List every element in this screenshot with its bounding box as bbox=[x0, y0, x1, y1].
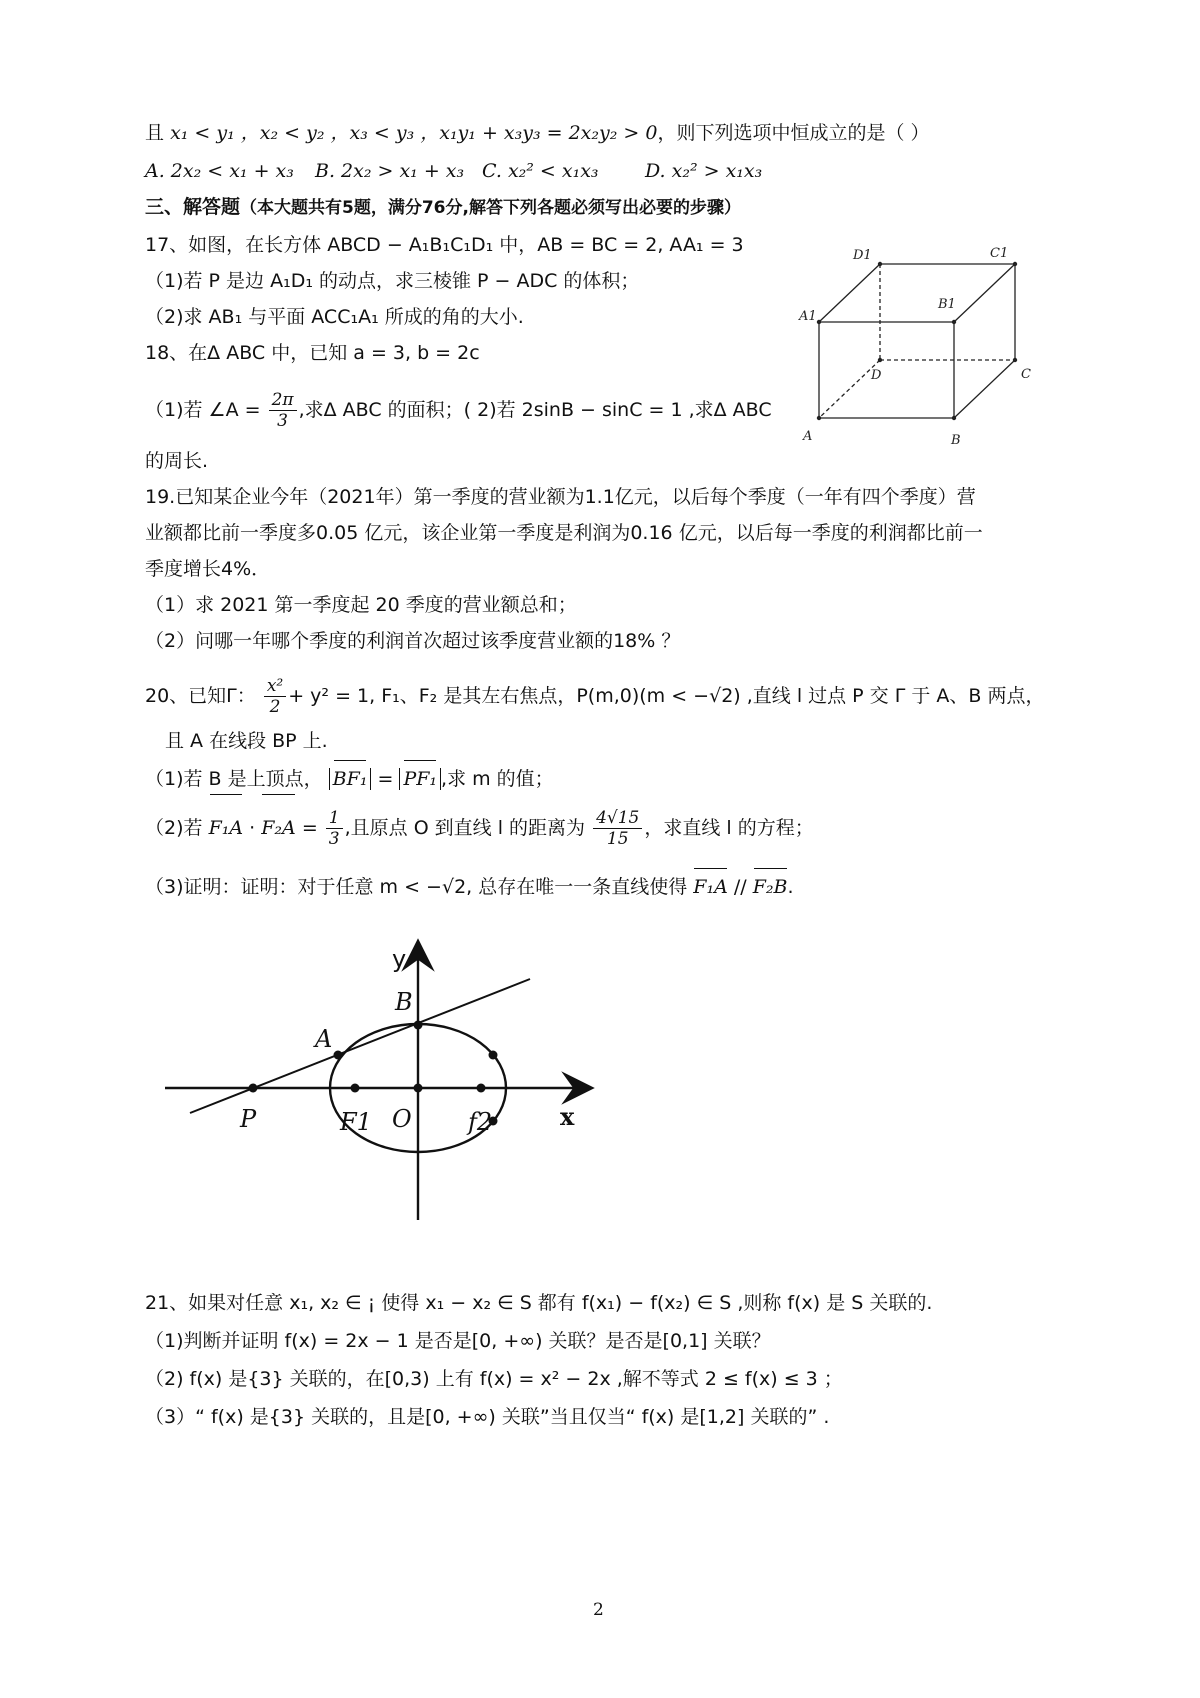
q18-angle-fraction bbox=[269, 390, 297, 431]
q17-part1: （1)若 P 是边 A₁D₁ 的动点，求三棱锥 P − ADC 的体积； bbox=[145, 270, 640, 292]
point-o bbox=[414, 1084, 423, 1093]
point-right bbox=[489, 1051, 498, 1060]
q20-third-num: 1 bbox=[326, 808, 343, 829]
ellipse-figure bbox=[160, 935, 600, 1225]
cuboid-figure bbox=[799, 240, 1070, 455]
q20-line2: 且 A 在线段 BP 上. bbox=[165, 730, 328, 752]
q21-stem: 21、如果对任意 x₁, x₂ ∈ ¡ 使得 x₁ − x₂ ∈ S 都有 f(x₁) − f(x₂) ∈ S ,则称 f(x) 是 S 关联的. bbox=[145, 1292, 933, 1314]
point-a bbox=[334, 1051, 343, 1060]
q20-stem-b: + y² = 1, F₁、F₂ 是其左右焦点，P(m,0)(m < −√2) ,直线 l 过点 P 交 Γ 于 A、B 两点， bbox=[288, 685, 1045, 707]
q20-one-third bbox=[326, 808, 343, 849]
q20-parallel: // bbox=[733, 876, 747, 898]
q20-stem bbox=[145, 668, 1044, 724]
q18-stem: 18、在Δ ABC 中，已知 a = 3, b = 2c bbox=[145, 342, 480, 364]
q20-part2-c: ，求直线 l 的方程； bbox=[644, 817, 814, 839]
q17-stem: 17、如图，在长方体 ABCD − A₁B₁C₁D₁ 中，AB = BC = 2, AA₁ = 3 bbox=[145, 234, 744, 256]
label-b: B bbox=[951, 433, 961, 448]
q18-frac-den: 3 bbox=[277, 411, 288, 431]
label-point-o: O bbox=[392, 1105, 412, 1133]
section-note: （本大题共有5题，满分76分,解答下列各题必须写出必要的步骤） bbox=[240, 198, 741, 218]
point-f1 bbox=[351, 1084, 360, 1093]
q20-part1 bbox=[145, 766, 554, 792]
q16-option-d: D. x₂² > x₁x₃ bbox=[645, 160, 763, 182]
q20-vec-f1a-2: F₁A bbox=[693, 876, 728, 898]
section-heading bbox=[145, 194, 741, 221]
label-point-a: A bbox=[315, 1025, 333, 1053]
q19-line3: 季度增长4%． bbox=[145, 558, 271, 580]
label-point-p: P bbox=[240, 1105, 257, 1133]
q18-part1-c: 的周长. bbox=[145, 450, 209, 472]
label-a: A bbox=[803, 429, 813, 444]
q19-line2: 业额都比前一季度多0.05 亿元，该企业第一季度是利润为0.16 亿元，以后每一季度的利润都比前一 bbox=[145, 522, 983, 544]
q21-part3: （3）“ f(x) 是{3} 关联的，且是[0, +∞) 关联”当且仅当“ f(x) 是[1,2] 关联的” . bbox=[145, 1406, 830, 1428]
q20-distance-fraction bbox=[593, 808, 642, 849]
q19-part2: （2）问哪一年哪个季度的利润首次超过该季度营业额的18% ？ bbox=[145, 630, 681, 652]
q20-vec-f1a: F₁A bbox=[209, 800, 244, 856]
label-point-f1: F1 bbox=[340, 1108, 372, 1136]
point-p bbox=[249, 1084, 258, 1093]
label-point-f2: f2 bbox=[468, 1108, 493, 1136]
q16-stem bbox=[145, 120, 930, 146]
q20-vec-bf1: BF₁ bbox=[332, 768, 368, 790]
q20-frac-den: 2 bbox=[269, 697, 281, 717]
q20-ellipse-fraction bbox=[264, 676, 286, 717]
q16-option-c: C. x₂² < x₁x₃ bbox=[482, 160, 599, 182]
q20-part2 bbox=[145, 800, 814, 856]
q16-option-a: A. 2x₂ < x₁ + x₃ bbox=[145, 160, 294, 182]
q20-dist-den: 15 bbox=[606, 829, 629, 849]
point-f2 bbox=[477, 1084, 486, 1093]
q20-vec-pf1: PF₁ bbox=[403, 768, 438, 790]
q16-stem-b: ，则下列选项中恒成立的是（ ） bbox=[657, 122, 930, 144]
q20-stem-a: 20、已知Γ： bbox=[145, 685, 256, 707]
line-l bbox=[190, 979, 530, 1113]
page-number: 2 bbox=[593, 1600, 604, 1620]
label-point-b: B bbox=[395, 988, 413, 1016]
cuboid-edge-bc bbox=[954, 360, 1015, 418]
q18-part1-a: （1)若 ∠A = bbox=[145, 399, 261, 421]
q20-dist-num: 4√15 bbox=[593, 808, 642, 829]
q20-vec-f2a: F₂A bbox=[261, 800, 296, 856]
label-x-axis: x bbox=[560, 1102, 575, 1131]
label-c1: C1 bbox=[990, 246, 1009, 261]
q20-dot: · bbox=[249, 817, 256, 839]
cuboid-edge-c1b1 bbox=[954, 264, 1015, 322]
q16-condition: x₁ < y₁ ，x₂ < y₂ ，x₃ < y₃ ，x₁y₁ + x₃y₃ = 2x₂y₂ > 0 bbox=[170, 122, 658, 144]
q19-line1: 19.已知某企业今年（2021年）第一季度的营业额为1.1亿元，以后每个季度（一年有四个季度）营 bbox=[145, 486, 976, 508]
q20-part3 bbox=[145, 874, 794, 900]
q20-part2-eq: = bbox=[301, 817, 318, 839]
q16-option-b: B. 2x₂ > x₁ + x₃ bbox=[315, 160, 465, 182]
q20-abs-bf1 bbox=[329, 768, 372, 790]
q20-part2-b: ,且原点 O 到直线 l 的距离为 bbox=[344, 817, 586, 839]
q21-part2: （2) f(x) 是{3} 关联的，在[0,3) 上有 f(x) = x² − 2x ,解不等式 2 ≤ f(x) ≤ 3 ； bbox=[145, 1368, 843, 1390]
q20-abs-pf1 bbox=[399, 768, 441, 790]
q17-part2: （2)求 AB₁ 与平面 ACC₁A₁ 所成的角的大小. bbox=[145, 306, 524, 328]
q19-part1: （1）求 2021 第一季度起 20 季度的营业额总和； bbox=[145, 594, 577, 616]
q18-frac-num: 2π bbox=[269, 390, 297, 411]
q20-part1-a: （1)若 B 是上顶点， bbox=[145, 768, 323, 790]
label-c: C bbox=[1021, 367, 1031, 382]
label-y-axis: y bbox=[392, 945, 407, 973]
q18-part1 bbox=[145, 382, 772, 438]
q16-stem-a: 且 bbox=[145, 122, 165, 144]
label-a1: A1 bbox=[799, 309, 817, 324]
q20-part1-b: ,求 m 的值； bbox=[441, 768, 554, 790]
section-title: 三、解答题 bbox=[145, 196, 241, 218]
q20-vec-f2b: F₂B bbox=[752, 876, 788, 898]
q20-part2-a: （2)若 bbox=[145, 817, 203, 839]
q21-part1: （1)判断并证明 f(x) = 2x − 1 是否是[0, +∞) 关联？是否是[0,1] 关联？ bbox=[145, 1330, 771, 1352]
q20-third-den: 3 bbox=[328, 829, 340, 849]
q20-frac-num: x² bbox=[264, 676, 286, 697]
point-b bbox=[414, 1021, 423, 1030]
label-d1: D1 bbox=[853, 248, 872, 263]
label-d: D bbox=[871, 368, 882, 383]
q20-part3-b: . bbox=[787, 876, 794, 898]
q20-part3-a: （3)证明：证明：对于任意 m < −√2, 总存在唯一一条直线使得 bbox=[145, 876, 688, 898]
cuboid-edge-d1a1 bbox=[819, 264, 880, 322]
q20-part1-eq: = bbox=[377, 768, 394, 790]
q18-part1-b: ,求Δ ABC 的面积；( 2)若 2sinB − sinC = 1 ,求Δ ABC bbox=[298, 399, 772, 421]
label-b1: B1 bbox=[938, 297, 956, 312]
